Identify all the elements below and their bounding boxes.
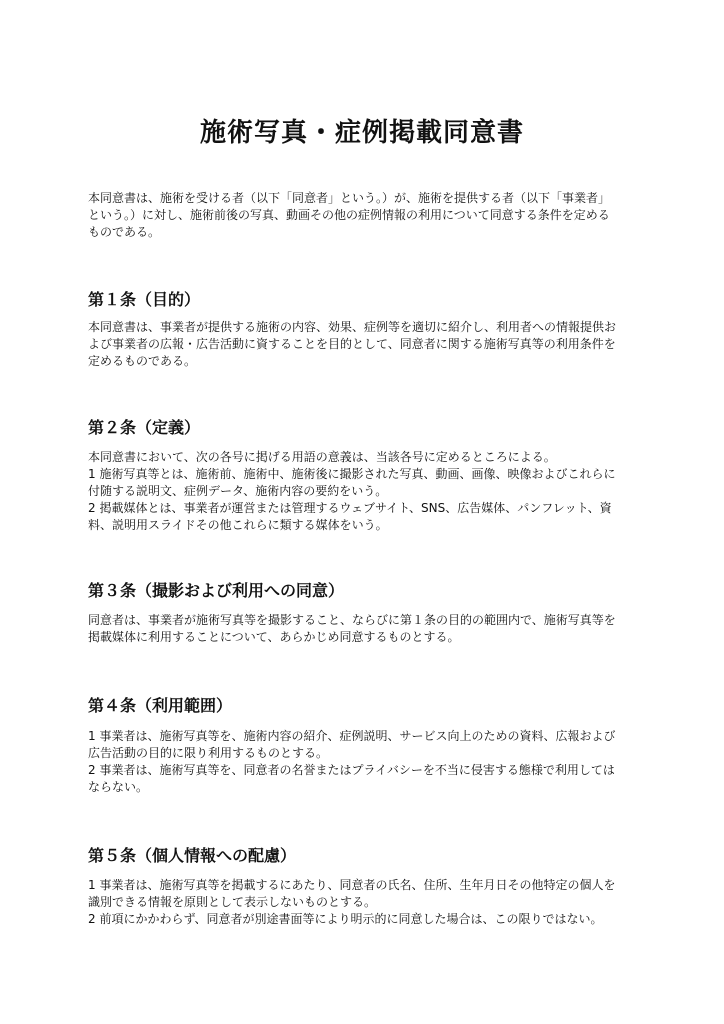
text-line: という。）に対し、施術前後の写真、動画その他の症例情報の利用について同意する条件を定める (88, 208, 610, 222)
document-title: 施術写真・症例掲載同意書 (199, 118, 524, 148)
article-3-heading: 第３条（撮影および利用への同意） (88, 581, 345, 600)
text-line: 1 施術写真等とは、施術前、施術中、施術後に撮影された写真、動画、画像、映像およびこれらに (88, 467, 616, 481)
article-2-body (88, 449, 648, 534)
intro-paragraph (88, 190, 648, 241)
article-1-heading: 第１条（目的） (88, 290, 201, 309)
text-line: 1 事業者は、施術写真等を、施術内容の紹介、症例説明、サービス向上のための資料、広報および (88, 729, 616, 743)
text-line: 付随する説明文、症例データ、施術内容の要約をいう。 (88, 484, 388, 498)
text-line: 識別できる情報を原則として表示しないものとする。 (88, 895, 377, 909)
text-line: 2 掲載媒体とは、事業者が運営または管理するウェブサイト、SNS、広告媒体、パンフレット、資 (88, 501, 612, 515)
text-line: 本同意書において、次の各号に掲げる用語の意義は、当該各号に定めるところによる。 (88, 450, 556, 464)
text-line: 1 事業者は、施術写真等を掲載するにあたり、同意者の氏名、住所、生年月日その他特定の個人を (88, 878, 616, 892)
article-5-heading: 第５条（個人情報への配慮） (88, 846, 297, 865)
text-line: 料、説明用スライドその他これらに類する媒体をいう。 (88, 518, 388, 532)
text-line: 本同意書は、事業者が提供する施術の内容、効果、症例等を適切に紹介し、利用者への情報提供お (88, 320, 617, 334)
text-line: 定めるものである。 (88, 354, 197, 368)
text-line: 本同意書は、施術を受ける者（以下「同意者」という。）が、施術を提供する者（以下「事業者」 (88, 191, 611, 205)
article-3-body (88, 612, 648, 646)
article-4-body (88, 728, 648, 796)
text-line: よび事業者の広報・広告活動に資することを目的として、同意者に関する施術写真等の利用条件を (88, 337, 616, 351)
article-5-body (88, 877, 648, 928)
text-line: 2 事業者は、施術写真等を、同意者の名誉またはプライバシーを不当に侵害する態様で利用しては (88, 763, 615, 777)
article-2-heading: 第２条（定義） (88, 418, 201, 437)
article-1-body (88, 319, 648, 370)
text-line: 広告活動の目的に限り利用するものとする。 (88, 746, 329, 760)
text-line: 掲載媒体に利用することについて、あらかじめ同意するものとする。 (88, 630, 460, 644)
text-line: 2 前項にかかわらず、同意者が別途書面等により明示的に同意した場合は、この限りではない。 (88, 912, 603, 926)
article-4-heading: 第４条（利用範囲） (88, 696, 233, 715)
text-line: ならない。 (88, 780, 149, 794)
text-line: 同意者は、事業者が施術写真等を撮影すること、ならびに第１条の目的の範囲内で、施術写真等を (88, 613, 616, 627)
text-line: ものである。 (88, 225, 161, 239)
